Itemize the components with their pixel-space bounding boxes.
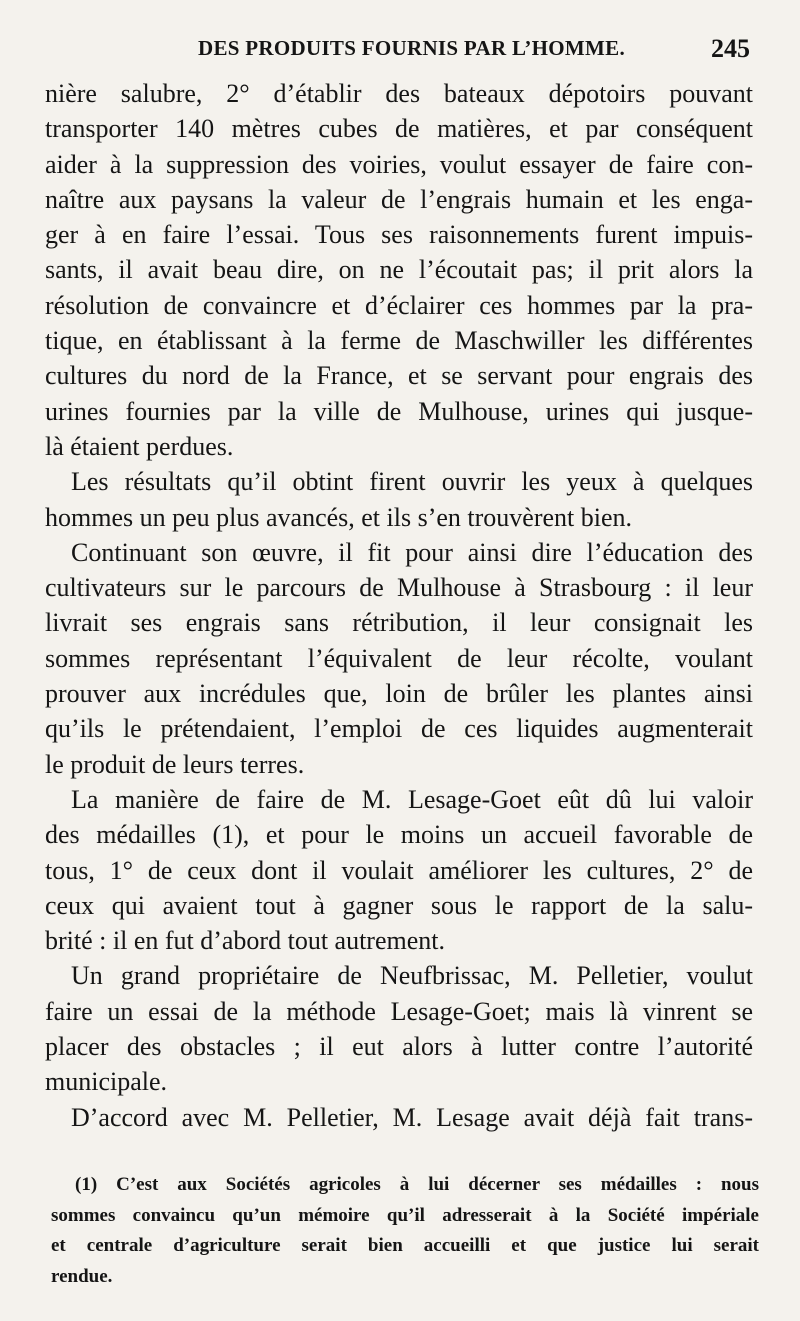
text-line: des médailles (1), et pour le moins un accueil favorable de <box>45 820 753 850</box>
footnote-line: rendue. <box>51 1265 113 1287</box>
text-line: brité : il en fut d’abord tout autrement. <box>45 926 445 956</box>
footnote <box>51 1170 759 1292</box>
text-line: tique, en établissant à la ferme de Maschwiller les différentes <box>45 326 753 356</box>
text-line: D’accord avec M. Pelletier, M. Lesage avait déjà fait trans- <box>71 1102 753 1132</box>
text-line: tous, 1° de ceux dont il voulait améliorer les cultures, 2° de <box>45 855 753 885</box>
text-line: transporter 140 mètres cubes de matières, et par conséquent <box>45 114 753 144</box>
footnote-line: sommes convaincu qu’un mémoire qu’il adresserait à la Société impériale <box>51 1204 759 1226</box>
text-line: hommes un peu plus avancés, et ils s’en trouvèrent bien. <box>45 502 633 532</box>
text-line: qu’ils le prétendaient, l’emploi de ces liquides augmenterait <box>45 714 753 744</box>
text-line: cultivateurs sur le parcours de Mulhouse à Strasbourg : il leur <box>45 573 753 603</box>
text-line: Continuant son œuvre, il fit pour ainsi dire l’éducation des <box>71 537 753 567</box>
text-line: résolution de convaincre et d’éclairer ces hommes par la pra- <box>45 290 753 320</box>
text-line: nière salubre, 2° d’établir des bateaux dépotoirs pouvant <box>45 79 753 108</box>
running-title: DES PRODUITS FOURNIS PAR L’HOMME. <box>198 36 626 60</box>
text-line: La manière de faire de M. Lesage-Goet eût dû lui valoir <box>71 784 753 814</box>
text-line: le produit de leurs terres. <box>45 749 305 779</box>
body-text <box>45 76 753 1135</box>
text-line: Un grand propriétaire de Neufbrissac, M. Pelletier, voulut <box>71 961 753 991</box>
text-line: ger à en faire l’essai. Tous ses raisonnements furent impuis- <box>45 220 753 250</box>
text-line: placer des obstacles ; il eut alors à lutter contre l’autorité <box>45 1032 753 1062</box>
text-line: cultures du nord de la France, et se servant pour engrais des <box>45 361 753 391</box>
text-line: faire un essai de la méthode Lesage-Goet; mais là vinrent se <box>45 996 753 1026</box>
text-line: livrait ses engrais sans rétribution, il leur consignait les <box>45 608 753 638</box>
text-line: Les résultats qu’il obtint firent ouvrir les yeux à quelques <box>71 467 753 497</box>
text-line: aider à la suppression des voiries, voulut essayer de faire con- <box>45 149 753 179</box>
text-line: prouver aux incrédules que, loin de brûler les plantes ainsi <box>45 679 753 709</box>
text-line: là étaient perdues. <box>45 431 234 461</box>
text-line: sants, il avait beau dire, on ne l’écoutait pas; il prit alors la <box>45 255 753 285</box>
page-number: 245 <box>711 34 750 63</box>
text-line: municipale. <box>45 1067 168 1097</box>
text-line: naître aux paysans la valeur de l’engrais humain et les enga- <box>45 184 753 214</box>
text-line: sommes représentant l’équivalent de leur récolte, voulant <box>45 643 753 673</box>
page-header <box>198 36 750 74</box>
footnote-line: et centrale d’agriculture serait bien accueilli et que justice lui serait <box>51 1235 759 1257</box>
text-line: urines fournies par la ville de Mulhouse, urines qui jusque- <box>45 396 753 426</box>
footnote-line: (1) C’est aux Sociétés agricoles à lui décerner ses médailles : nous <box>75 1174 759 1195</box>
text-line: ceux qui avaient tout à gagner sous le rapport de la salu- <box>45 890 753 920</box>
